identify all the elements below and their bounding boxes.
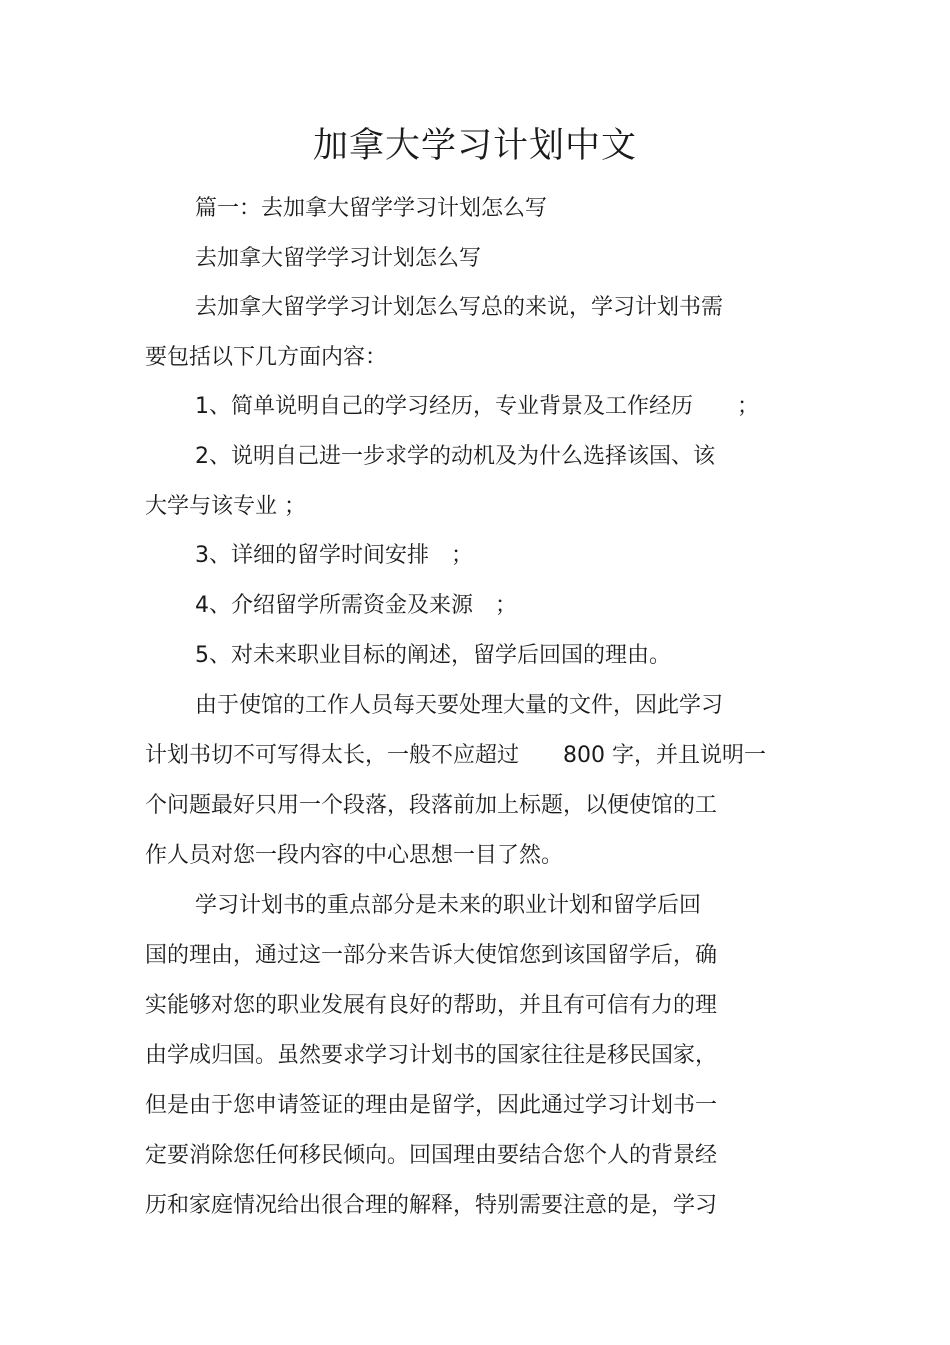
list-item: 5、对未来职业目标的阐述，留学后回国的理由。 <box>195 643 671 668</box>
text-line: 实能够对您的职业发展有良好的帮助，并且有可信有力的理 <box>145 993 718 1018</box>
text-line: 去加拿大留学学习计划怎么写 <box>195 246 482 271</box>
text-line: 大学与该专业 ； <box>145 494 306 519</box>
text-line: 但是由于您申请签证的理由是留学，因此通过学习计划书一 <box>145 1093 718 1118</box>
text-line: 要包括以下几方面内容： <box>145 345 388 370</box>
text-line: 去加拿大留学学习计划怎么写总的来说，学习计划书需 <box>195 295 724 320</box>
list-item: 2、说明自己进一步求学的动机及为什么选择该国、该 <box>195 444 715 469</box>
text-line: 由学成归国。虽然要求学习计划书的国家往往是移民国家， <box>145 1043 718 1068</box>
text-line: 定要消除您任何移民倾向。回国理由要结合您个人的背景经 <box>145 1143 718 1168</box>
text-line: 作人员对您一段内容的中心思想一目了然。 <box>145 843 564 868</box>
text-line: 国的理由，通过这一部分来告诉大使馆您到该国留学后，确 <box>145 943 718 968</box>
list-item: 4、介绍留学所需资金及来源 ； <box>195 593 517 618</box>
text-line: 个问题最好只用一个段落，段落前加上标题，以便使馆的工 <box>145 793 718 818</box>
page-title: 加拿大学习计划中文 <box>312 126 637 166</box>
text-line: 由于使馆的工作人员每天要处理大量的文件，因此学习 <box>195 693 724 718</box>
list-item: 1、简单说明自己的学习经历，专业背景及工作经历 ； <box>195 394 759 419</box>
text-line: 历和家庭情况给出很合理的解释，特别需要注意的是，学习 <box>145 1193 718 1218</box>
text-line: 计划书切不可写得太长，一般不应超过 800 字，并且说明一 <box>145 743 766 768</box>
text-line: 篇一：去加拿大留学学习计划怎么写 <box>195 196 548 221</box>
list-item: 3、详细的留学时间安排 ； <box>195 543 473 568</box>
text-line: 学习计划书的重点部分是未来的职业计划和留学后回 <box>195 893 702 918</box>
